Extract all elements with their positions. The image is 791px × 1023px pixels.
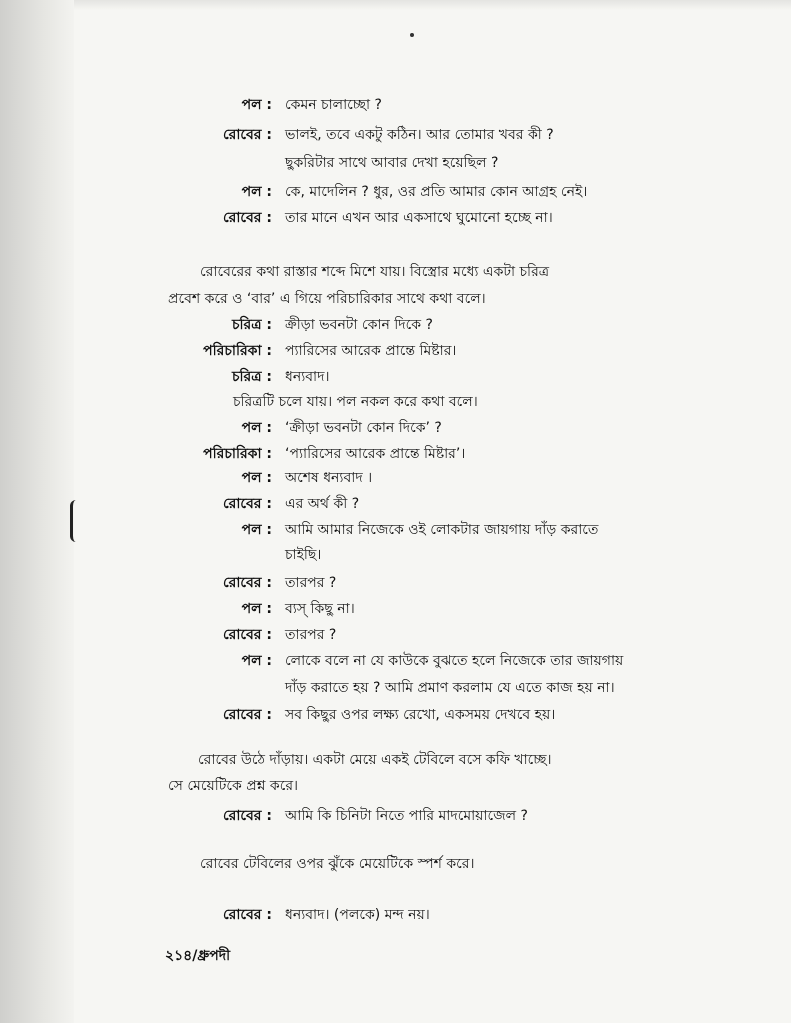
dialogue-line (0, 206, 791, 234)
dialogue-continuation: দাঁড় করাতে হয় ? আমি প্রমাণ করলাম যে এতে কাজ হয় না। (285, 680, 615, 696)
dialogue-line (0, 313, 791, 341)
dialogue-line (0, 339, 791, 367)
dialogue-line (0, 623, 791, 651)
speaker-label: পরিচারিকা : (203, 343, 272, 359)
speaker-label: রোবের : (222, 808, 272, 824)
stage-direction: রোবের উঠে দাঁড়ায়। একটা মেয়ে একই টেবিলে বসে কফি খাচ্ছে। (198, 752, 552, 768)
stage-direction: রোবের টেবিলের ওপর ঝুঁকে মেয়েটিকে স্পর্শ করে। (200, 856, 475, 872)
dialogue-line (0, 703, 791, 731)
dialogue-text: তারপর ? (285, 627, 337, 643)
dialogue-text: ধন্যবাদ। (285, 369, 330, 385)
speaker-label: রোবের : (222, 627, 272, 643)
dialogue-text: তার মানে এখন আর একসাথে ঘুমোনো হচ্ছে না। (285, 210, 553, 226)
speaker-label: রোবের : (222, 575, 272, 591)
speaker-label: রোবের : (222, 210, 272, 226)
dialogue-text: ভালই, তবে একটু কঠিন। আর তোমার খবর কী ? (285, 127, 554, 143)
stage-direction: রোবেরের কথা রাস্তার শব্দে মিশে যায়। বিস্ত্রোর মধ্যে একটা চরিত্র (200, 264, 550, 280)
dialogue-text: আমি কি চিনিটা নিতে পারি মাদমোয়াজেল ? (285, 808, 528, 824)
page-top-shadow (74, 0, 791, 10)
dialogue-text: ধন্যবাদ। (পলকে) মন্দ নয়। (285, 907, 430, 923)
dialogue-line (0, 571, 791, 599)
speaker-label: চরিত্র : (231, 317, 272, 333)
dialogue-text: এর অর্থ কী ? (285, 496, 360, 512)
dialogue-continuation: ছুকরিটার সাথে আবার দেখা হয়েছিল ? (285, 155, 499, 171)
stage-direction: চরিত্রটি চলে যায়। পল নকল করে কথা বলে। (233, 394, 478, 410)
dialogue-line (0, 597, 791, 625)
dialogue-text: সব কিছুর ওপর লক্ষ্য রেখো, একসময় দেখবে হয়। (285, 707, 556, 723)
speaker-label: চরিত্র : (231, 369, 272, 385)
speaker-label: পল : (241, 420, 272, 436)
dialogue-line (0, 93, 791, 121)
speaker-label: রোবের : (222, 907, 272, 923)
dialogue-text: লোকে বলে না যে কাউকে বুঝতে হলে নিজেকে তার জায়গায় (285, 653, 624, 669)
speck-mark (410, 33, 414, 37)
dialogue-text: কেমন চালাচ্ছো ? (285, 97, 382, 113)
speaker-label: পল : (241, 97, 272, 113)
speaker-label: পল : (241, 184, 272, 200)
speaker-label: পল : (241, 601, 272, 617)
dialogue-line (0, 649, 791, 677)
dialogue-line (0, 492, 791, 520)
dialogue-continuation: চাইছি। (285, 547, 322, 563)
dialogue-text: আমি আমার নিজেকে ওই লোকটার জায়গায় দাঁড় করাতে (285, 522, 599, 538)
dialogue-line (0, 180, 791, 208)
speaker-label: রোবের : (222, 707, 272, 723)
dialogue-text: অশেষ ধন্যবাদ । (285, 470, 373, 486)
speaker-label: পল : (241, 653, 272, 669)
dialogue-text: ‘প্যারিসের আরেক প্রান্তে মিষ্টার’। (285, 446, 466, 462)
dialogue-line (0, 365, 791, 393)
speaker-label: পল : (241, 470, 272, 486)
dialogue-text: ‘ক্রীড়া ভবনটা কোন দিকে’ ? (285, 420, 442, 436)
dialogue-line (0, 123, 791, 151)
page-footer: ২১৪/ধ্রুপদী (165, 948, 231, 964)
dialogue-line (0, 416, 791, 444)
dialogue-text: প্যারিসের আরেক প্রান্তে মিষ্টার। (285, 343, 457, 359)
dialogue-text: ক্রীড়া ভবনটা কোন দিকে ? (285, 317, 433, 333)
speaker-label: রোবের : (222, 127, 272, 143)
dialogue-line (0, 804, 791, 832)
speaker-label: পরিচারিকা : (203, 446, 272, 462)
dialogue-line (0, 466, 791, 494)
dialogue-line (0, 903, 791, 931)
dialogue-text: তারপর ? (285, 575, 337, 591)
dialogue-text: কে, মাদেলিন ? ধুর, ওর প্রতি আমার কোন আগ্রহ নেই। (285, 184, 588, 200)
stage-direction: সে মেয়েটিকে প্রশ্ন করে। (168, 778, 299, 794)
dialogue-text: ব্যস্‌ কিছু না। (285, 601, 355, 617)
stage-direction: প্রবেশ করে ও ‘বার’ এ গিয়ে পরিচারিকার সাথে কথা বলে। (168, 291, 486, 307)
speaker-label: রোবের : (222, 496, 272, 512)
dialogue-line (0, 518, 791, 546)
speaker-label: পল : (241, 522, 272, 538)
